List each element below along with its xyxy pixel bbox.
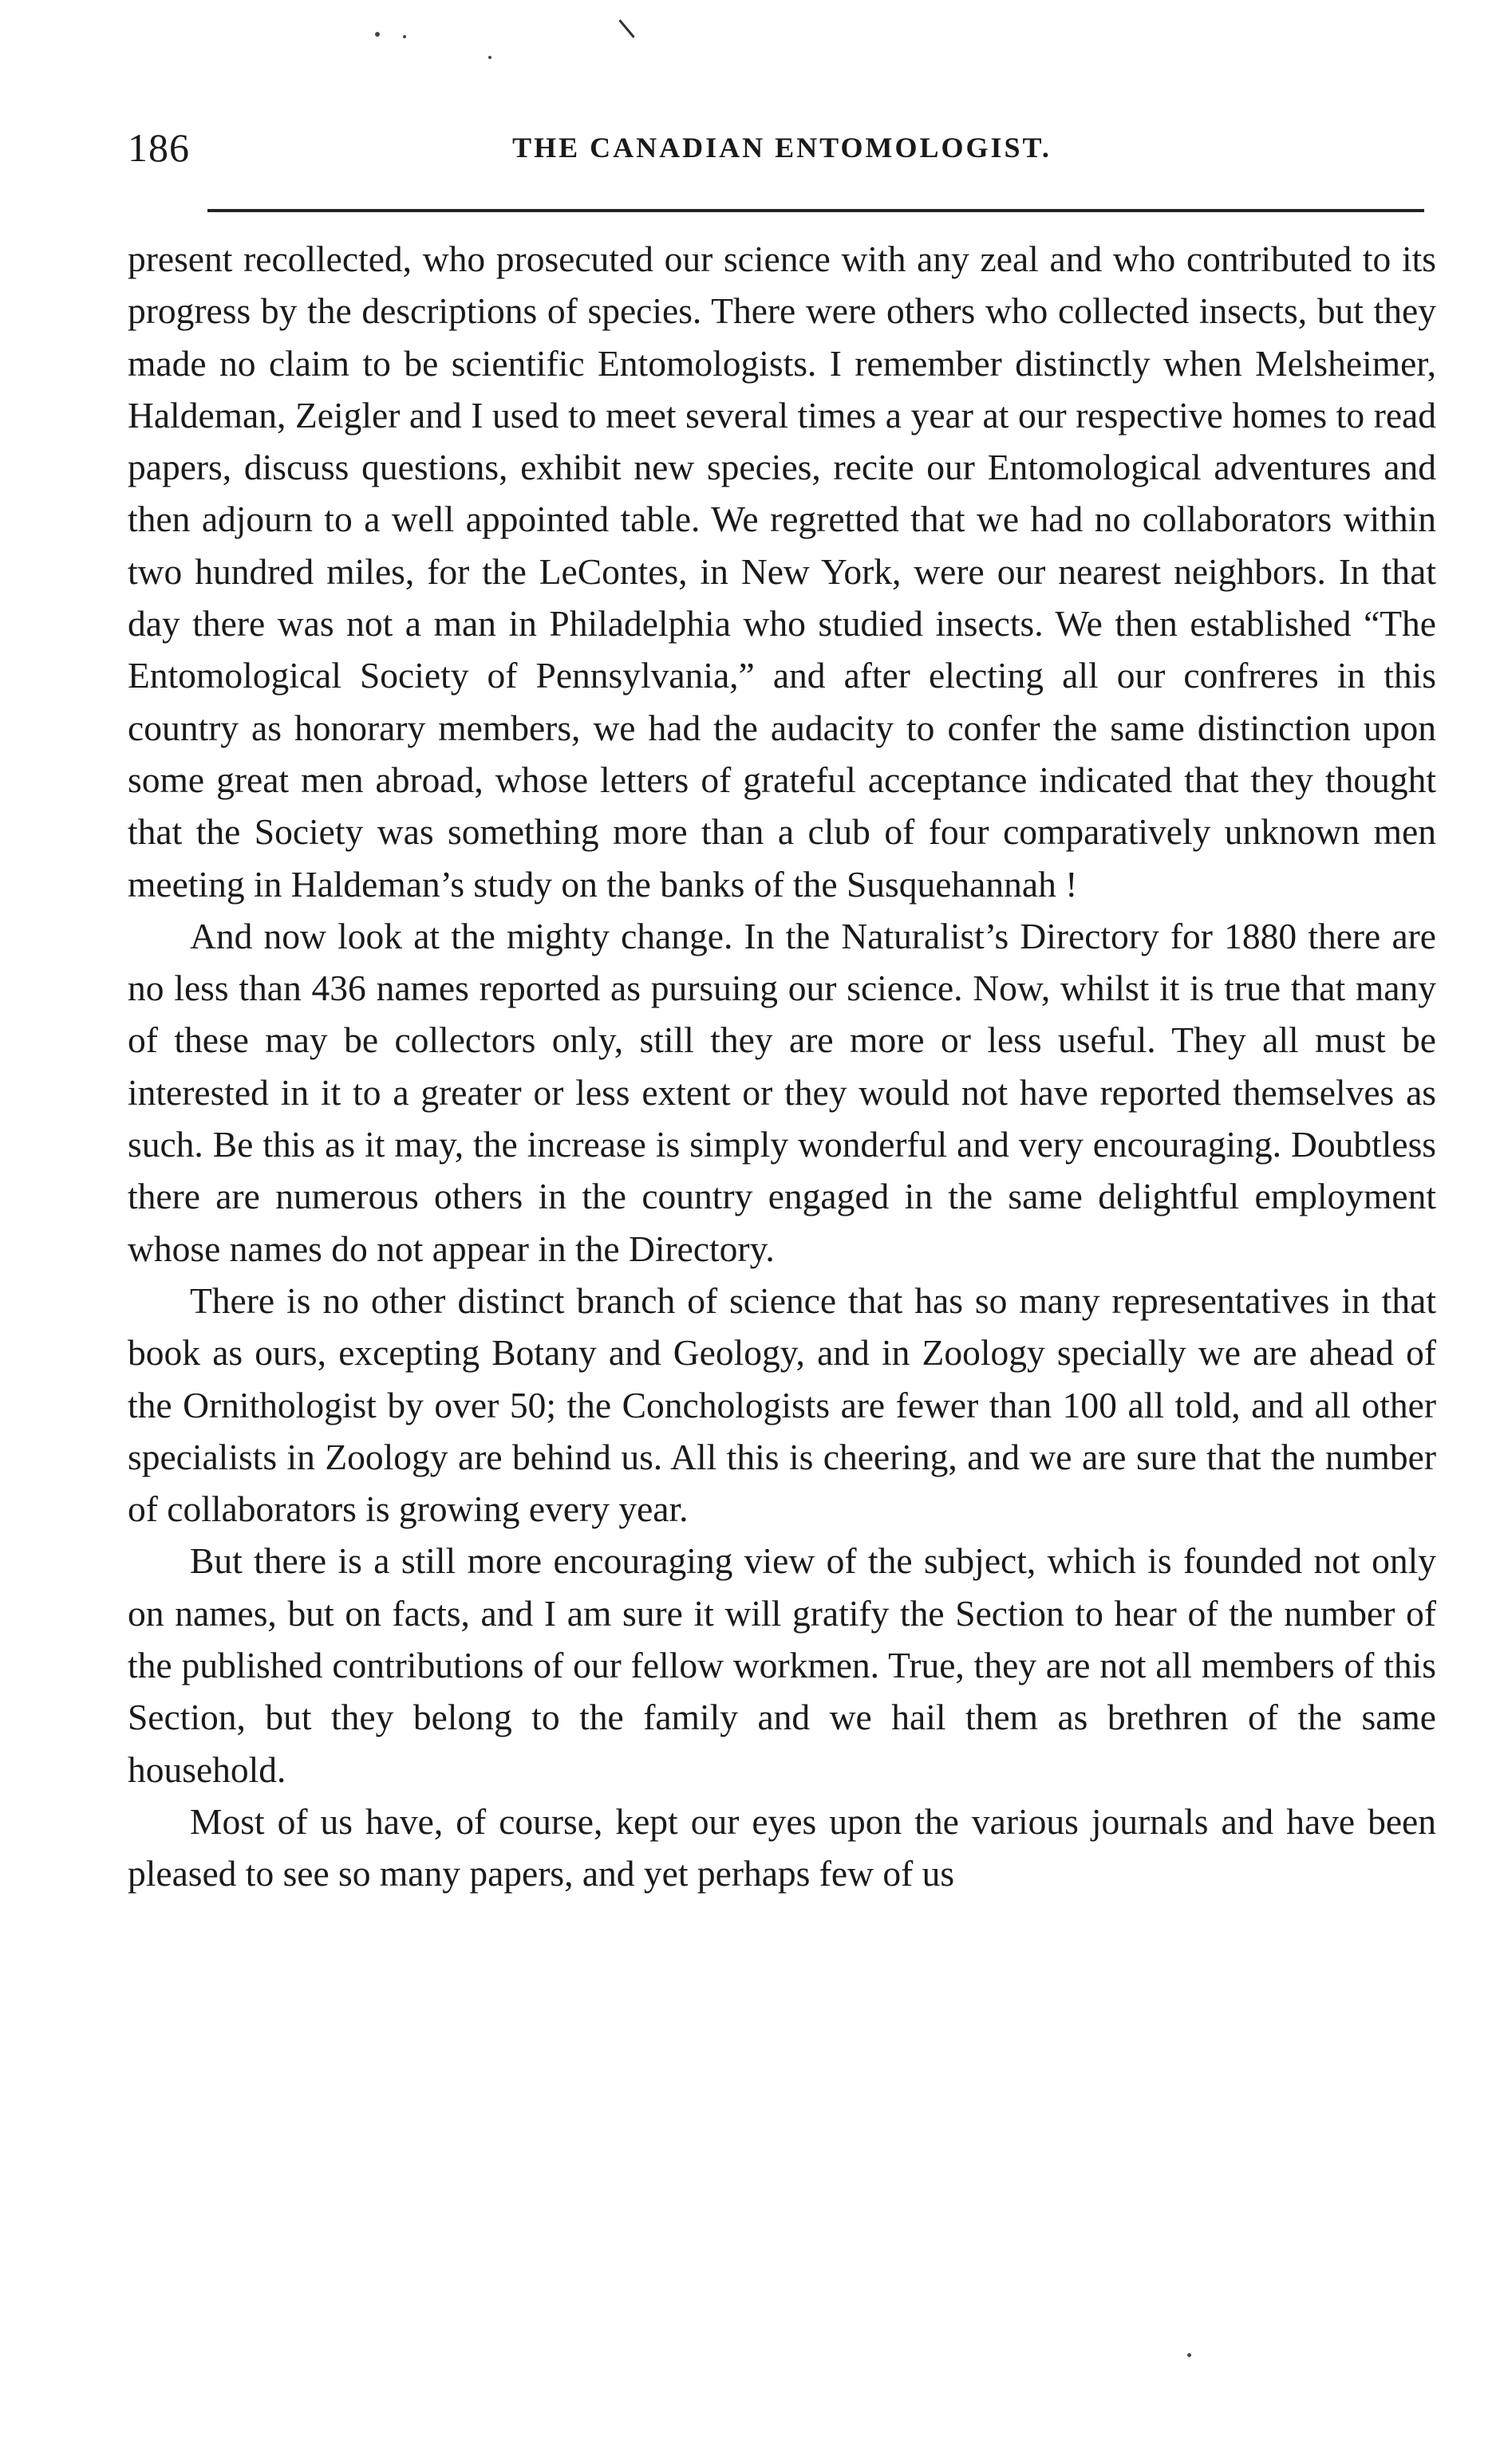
print-mark [618, 19, 634, 37]
page-number: 186 [128, 125, 190, 170]
print-speck [375, 32, 380, 37]
paragraph: present recollected, who prosecuted our science with any zeal and who contributed to its progress by the descriptions of species. There were others who collected insects, but they made no claim to be scientific Entomologists. I remember distinctly when Melsheimer, Haldeman, Zeigler and I used to meet several times a year at our respective homes to read papers, discuss questions, exhibit new species, recite our Entomological adventures and then adjourn to a well appointed table. We regretted that we had no collaborators within two hundred miles, for the LeContes, in New York, were our nearest neighbors. In that day there was not a man in Philadelphia who studied insects. We then established “The Entomological Society of Pennsylvania,” and after electing all our confreres in this country as honorary members, we had the audacity to confer the same distinction upon some great men abroad, whose letters of grateful acceptance indicated that they thought that the Society was something more than a club of four comparatively unknown men meeting in Haldeman’s study on the banks of the Susquehannah ! [128, 239, 1436, 905]
print-speck [488, 56, 491, 59]
body-text [128, 233, 1436, 1900]
paragraph: And now look at the mighty change. In the Naturalist’s Directory for 1880 there are no less than 436 names reported as pursuing our science. Now, whilst it is true that many of these may be collectors only, still they are more or less useful. They all must be interested in it to a greater or less extent or they would not have reported themselves as such. Be this as it may, the increase is simply wonderful and very encouraging. Doubtless there are numerous others in the country engaged in the same delightful employment whose names do not appear in the Directory. [128, 915, 1436, 1269]
print-speck [403, 35, 406, 38]
paragraph: There is no other distinct branch of science that has so many representatives in that book as ours, excepting Botany and Geology, and in Zoology specially we are ahead of the Ornithologist by over 50; the Conchologists are fewer than 100 all told, and all other specialists in Zoology are behind us. All this is cheering, and we are sure that the number of collaborators is growing every year. [128, 1279, 1436, 1530]
header-rule [207, 209, 1424, 212]
running-title: THE CANADIAN ENTOMOLOGIST. [512, 132, 1052, 164]
paragraph: Most of us have, of course, kept our eyes upon the various journals and have been pleased to see so many papers, and yet perhaps few of us [128, 1800, 1436, 1894]
print-speck [1187, 2353, 1191, 2357]
page-header [128, 120, 1436, 175]
paragraph: But there is a still more encouraging view of the subject, which is founded not only on names, but on facts, and I am sure it will gratify the Section to hear of the number of the published contributions of our fellow workmen. True, they are not all members of this Section, but they belong to the family and we hail them as brethren of the same household. [128, 1540, 1436, 1790]
